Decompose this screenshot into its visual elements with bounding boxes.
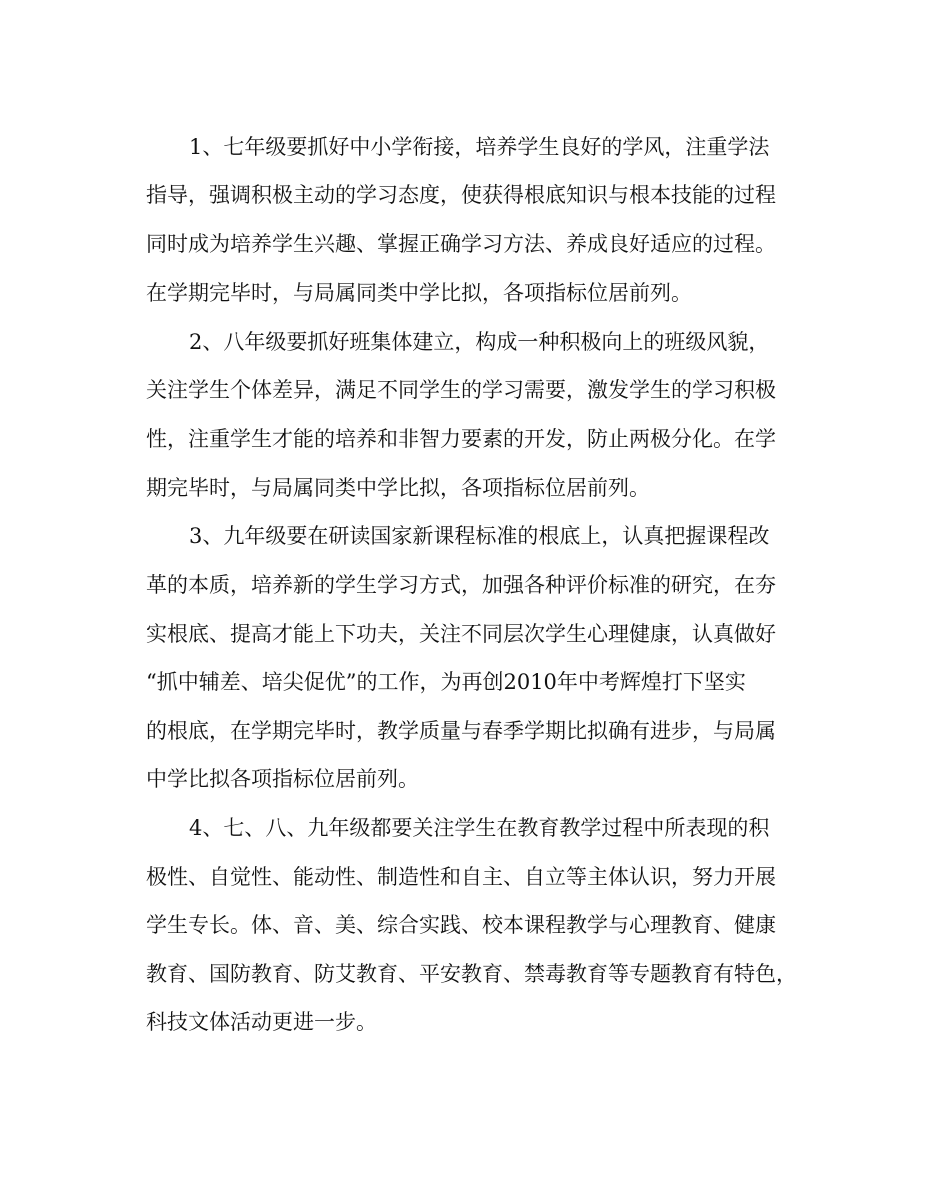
paragraph-2-line-4: 期完毕时，与局属同类中学比拟，各项指标位居前列。 xyxy=(146,476,650,500)
paragraph-3-line-1: 3、九年级要在研读国家新课程标准的根底上，认真把握课程改 xyxy=(189,524,770,548)
paragraph-1-line-3: 同时成为培养学生兴趣、掌握正确学习方法、养成良好适应的过程。 xyxy=(146,232,776,256)
paragraph-3-line-5: 的根底，在学期完毕时，教学质量与春季学期比拟确有进步，与局属 xyxy=(146,719,776,743)
paragraph-3-line-6: 中学比拟各项指标位居前列。 xyxy=(146,767,419,791)
paragraph-2-line-1: 2、八年级要抓好班集体建立，构成一种积极向上的班级风貌， xyxy=(189,330,770,354)
paragraph-1-line-4: 在学期完毕时，与局属同类中学比拟，各项指标位居前列。 xyxy=(146,281,692,305)
paragraph-3-line-4: “抓中辅差、培尖促优”的工作，为再创2010年中考辉煌打下坚实 xyxy=(146,670,746,694)
paragraph-1-line-1: 1、七年级要抓好中小学衔接，培养学生良好的学风，注重学法 xyxy=(189,135,770,159)
paragraph-3-line-2: 革的本质，培养新的学生学习方式，加强各种评价标准的研究，在夯 xyxy=(146,573,776,597)
paragraph-4-line-5: 科技文体活动更进一步。 xyxy=(146,1010,377,1034)
paragraph-3-line-3: 实根底、提高才能上下功夫，关注不同层次学生心理健康，认真做好 xyxy=(146,622,776,646)
paragraph-4-line-3: 学生专长。体、音、美、综合实践、校本课程教学与心理教育、健康 xyxy=(146,913,776,937)
paragraph-2-line-3: 性，注重学生才能的培养和非智力要素的开发，防止两极分化。在学 xyxy=(146,427,776,451)
paragraph-2-line-2: 关注学生个体差异，满足不同学生的学习需要，激发学生的学习积极 xyxy=(146,378,776,402)
paragraph-1-line-2: 指导，强调积极主动的学习态度，使获得根底知识与根本技能的过程 xyxy=(146,183,776,207)
paragraph-4-line-1: 4、七、八、九年级都要关注学生在教育教学过程中所表现的积 xyxy=(189,816,770,840)
paragraph-4-line-2: 极性、自觉性、能动性、制造性和自主、自立等主体认识，努力开展 xyxy=(146,865,776,889)
paragraph-4-line-4: 教育、国防教育、防艾教育、平安教育、禁毒教育等专题教育有特色， xyxy=(146,962,797,986)
